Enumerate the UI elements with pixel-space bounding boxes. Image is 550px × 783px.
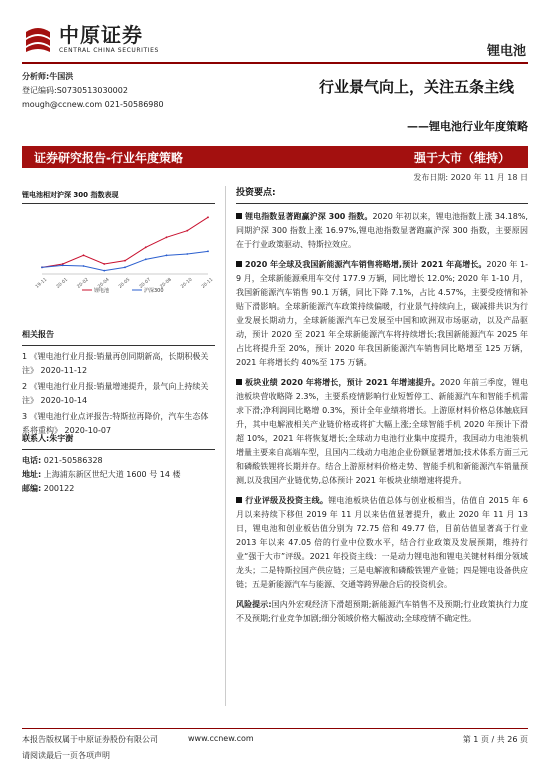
chart-x-tick-label: 20-04	[97, 277, 111, 290]
related-title: 相关报告	[22, 330, 54, 339]
bullet-icon	[236, 261, 242, 267]
industry-rating: 强于大市（维持）	[413, 151, 510, 165]
company-logo	[23, 24, 159, 54]
para-lead: 2020 年全球及我国新能源汽车销售将略增,预计 2021 年高增长。	[245, 260, 487, 269]
header-divider	[22, 62, 528, 64]
logo-english: CENTRAL CHINA SECURITIES	[59, 46, 159, 54]
chart-point	[166, 254, 168, 256]
bullet-icon	[236, 497, 242, 503]
highlight-para	[236, 210, 528, 252]
addr-label: 地址:	[22, 470, 42, 479]
chart-x-tick-label: 19-11	[35, 277, 49, 290]
para-text: 2020 年初以来，锂电池指数上涨 34.18%,同期沪深 300 指数上涨 16.97%,锂电池指数显著跑赢沪深 300 指数，主要原因在于行业政策驱动、特斯拉效应。	[236, 212, 528, 249]
chart-section	[22, 190, 215, 204]
chart-point	[103, 270, 105, 272]
investment-highlights	[236, 186, 528, 632]
para-text: 2020 年 1-9 月，全球新能源乘用车交付 177.9 万辆，同比增长 12.0%; 2020 年 1-10 月，我国新能源汽车销售 90.1 万辆，同比下降 7.1%，占比 4.57%，主要受疫情和补贴下滑影响。全球新能源汽车政策持续偏暖，行业景气持续向上，碳减排共识为行业发展长期动力，全球新能源汽车已发展至中国和欧洲双市场驱动，以及产品驱动，预计 2020 至 2021 年全球新能源汽车将持续增长;我国新能源汽车 2025 年占比将提升至 20%，预计 2020 年我国新能源汽车销售同比略增至 125 万辆，2021 年将增长约 40%至 175 万辆。	[236, 260, 528, 367]
report-type: 证券研究报告-行业年度策略	[34, 151, 183, 165]
chart-x-tick-label: 20-10	[180, 277, 194, 290]
chart-svg	[22, 204, 215, 294]
zip-label: 邮编:	[22, 484, 42, 493]
report-title: 行业景气向上，关注五条主线	[318, 78, 514, 96]
chart-x-tick-label: 20-07	[138, 277, 153, 290]
footer-website-link[interactable]: www.ccnew.com	[188, 734, 254, 743]
risk-text: 国内外宏观经济下滑超预期;新能源汽车销售不及预期;行业政策执行力度不及预期;行业竞争加剧;细分领域价格大幅波动;全球疫情不确定性。	[236, 600, 529, 623]
performance-chart	[22, 204, 215, 294]
phone-value: 021-50586328	[43, 456, 103, 465]
analyst-name: 分析师:牛国洪	[22, 72, 74, 81]
chart-point	[83, 254, 85, 256]
logo-mark-icon	[23, 24, 53, 54]
footer-page-number: 第 1 页 / 共 26 页	[462, 735, 528, 744]
highlights-heading: 投资要点:	[236, 188, 276, 198]
chart-point	[186, 253, 188, 255]
chart-point	[41, 266, 43, 268]
chart-point	[83, 265, 85, 267]
contact-rule	[22, 449, 215, 450]
footer-disclaimer-link[interactable]: 请阅读最后一页各项声明	[22, 751, 110, 760]
contact-block	[22, 432, 215, 496]
chart-x-tick-label: 20-01	[55, 277, 70, 290]
related-rule	[22, 345, 215, 346]
para-lead: 行业评级及投资主线。	[245, 496, 329, 505]
chart-point	[207, 250, 209, 252]
bullet-icon	[236, 379, 242, 385]
report-subtitle: ——锂电池行业年度策略	[407, 120, 528, 133]
bullet-icon	[236, 213, 242, 219]
footer-divider	[22, 728, 528, 729]
highlight-para	[236, 258, 528, 370]
risk-label: 风险提示:	[236, 600, 272, 609]
contact-phone-row	[22, 454, 215, 468]
chart-legend-label: 沪深300	[144, 288, 164, 294]
contact-zip-row	[22, 482, 215, 496]
chart-x-tick-label: 20-05	[118, 277, 132, 290]
analyst-contact: mough@ccnew.com 021-50586980	[22, 100, 164, 109]
phone-label: 电话:	[22, 456, 42, 465]
related-item[interactable]: 3 《锂电池行业点评报告:特斯拉再降价，汽车生态体系将重构》 2020-10-07	[22, 412, 209, 435]
chart-point	[124, 266, 126, 268]
highlights-rule	[236, 203, 528, 204]
chart-x-tick-label: 20-02	[76, 277, 90, 290]
related-item[interactable]: 2 《锂电池行业月报:销量增速提升，景气向上持续关注》 2020-10-14	[22, 382, 209, 405]
para-lead: 板块业绩 2020 年将增长，预计 2021 年增速提升。	[245, 378, 440, 387]
contact-addr-row	[22, 468, 215, 482]
chart-x-tick-label: 20-08	[159, 277, 173, 290]
chart-point	[166, 236, 168, 238]
chart-legend-label: 锂电池	[94, 288, 110, 294]
highlight-para	[236, 376, 528, 488]
analyst-reg: 登记编码:S0730513030002	[22, 86, 128, 95]
contact-title: 联系人:朱宇澍	[22, 434, 74, 443]
para-lead: 锂电指数显著跑赢沪深 300 指数。	[245, 212, 373, 221]
logo-chinese: 中原证券	[59, 22, 143, 47]
related-item[interactable]: 1 《锂电池行业月报:销量再创同期新高，长期积极关注》 2020-11-12	[22, 352, 209, 375]
publish-date: 发布日期: 2020 年 11 月 18 日	[413, 173, 528, 182]
zip-value: 200122	[43, 484, 75, 493]
chart-title: 锂电池相对沪深 300 指数表现	[22, 191, 119, 199]
chart-point	[207, 216, 209, 218]
chart-point	[145, 258, 147, 260]
chart-point	[124, 260, 126, 262]
sector-label: 锂电池	[486, 44, 526, 59]
para-text: 2020 年前三季度，锂电池板块营收略降 2.3%，主要系疫情影响行业短暂停工、新能源汽车和智能手机需求下滑;净利润同比略增 0.3%，预计全年业绩将增长。上游原材料价格总体触底回升，其中电解液相关产业链价格或将扩大幅上涨;全球智能手机 2020 年预计下滑超 10%，2021 年将恢复增长;全球动力电池行业集中度提升，我国动力电池装机增量主要来自高端车型，且国内二线动力电池企业份额显著增加;技术体系方面三元和磷酸铁锂将长期并存。结合上游原材料价格走势、智能手机和新能源汽车销量预测,以及我国产业链优势,总体预计 2021 年板块业绩增速将提升。	[236, 378, 529, 485]
related-reports	[22, 328, 215, 438]
chart-point	[186, 230, 188, 232]
footer-copyright: 本报告版权属于中原证券股份有限公司	[22, 735, 158, 744]
chart-x-tick-label: 20-11	[201, 277, 215, 290]
addr-value: 上海浦东新区世纪大道 1600 号 14 楼	[43, 470, 181, 479]
risk-para	[236, 598, 528, 626]
para-text: 锂电池板块估值总体与创业板相当，估值自 2015 年 6 月以来持续下移但 2019 年 11 月以来估值显著提升，截止 2020 年 11 月 13 日，锂电池和创业板估值分别为 72.75 倍和 49.77 倍，目前估值显著高于行业 2013 年以来 47.05 倍的行业中位数水平，结合行业政策及发展预期，维持行业“强于大市”评级。2021 年投资主线：一是动力锂电池和锂电关键材料细分领域龙头；二是特斯拉国产供应链；三是电解液和磷酸铁锂产业链；四是锂电设备供应链；五是新能源汽车与能源、交通等跨界融合后的投资机会。	[236, 496, 529, 589]
analyst-info	[22, 70, 164, 112]
chart-point	[103, 263, 105, 265]
highlight-para	[236, 494, 528, 592]
chart-point	[145, 246, 147, 248]
chart-point	[62, 264, 64, 266]
column-divider	[225, 186, 226, 706]
